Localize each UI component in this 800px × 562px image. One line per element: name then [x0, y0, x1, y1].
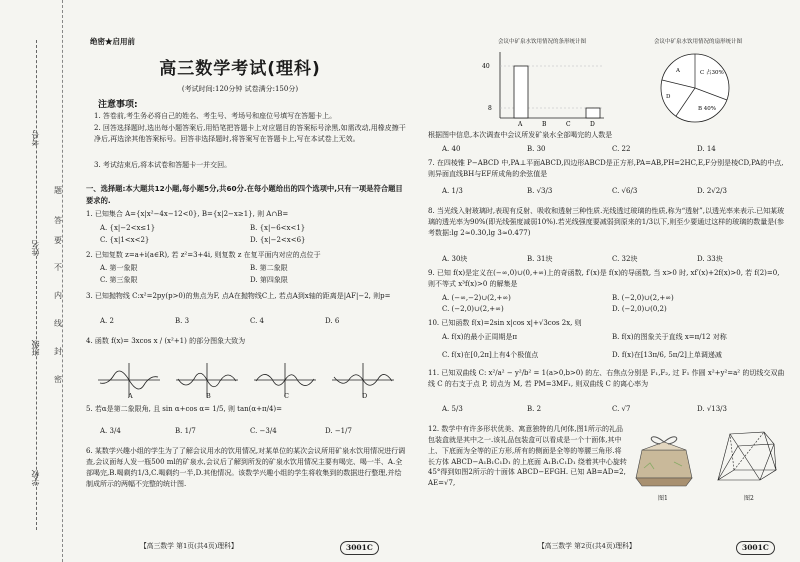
bar-chart-title: 会议中矿泉水饮用情况的条形统计图 [498, 39, 587, 45]
q4-graph-label-c: C [284, 392, 289, 400]
question-4: 4. 函数 f(x)= 3xcos x / (x²+1) 的部分图象大致为 [86, 337, 246, 345]
q9-option-a: A. (−∞,−2)∪(2,+∞) [442, 294, 511, 302]
q6-option-a: A. 40 [442, 145, 461, 153]
binding-label-exam-no: 考号 [31, 130, 40, 146]
bar-cat-d: D [590, 121, 595, 128]
question-6: 6. 某数学兴趣小组的学生为了了解会议用水的饮用情况,对某单位的某次会议所用矿泉水饮用情况进行调查,会议面每人发一瓶500 ml的矿泉水,会议后了解到所发的矿泉水饮用情况主要有喝完、喝一半、A.全部喝完,B.喝剩约1/3,C.喝剩约一半,D.其他情况。该数学兴趣小组的学生将收集到的数据进行整理,并绘制成所示的两幅不完整的统计图. [86, 447, 406, 488]
q10-option-a: A. f(x)的最小正周期是π [442, 333, 518, 341]
q9-option-c: C. (−2,0)∪(2,+∞) [442, 305, 504, 313]
q4-graph-label-b: B [206, 392, 211, 400]
q7-option-c: C. √6/3 [612, 187, 638, 195]
bar-ytick-8: 8 [488, 105, 492, 112]
q10-option-d: D. f(x)在[13π/6, 5π/2]上单调递减 [612, 351, 722, 359]
binding-strip [0, 0, 63, 562]
q11-option-d: D. √13/3 [697, 405, 727, 413]
q3-option-d: D. 6 [325, 317, 340, 325]
figure-1-gift-box [630, 428, 700, 490]
q3-option-b: B. 3 [175, 317, 190, 325]
binding-char: 密 [54, 375, 62, 384]
bar-cat-b: B [542, 121, 547, 128]
q10-options-row1 [442, 332, 782, 343]
figure-2-decahedron [708, 426, 786, 492]
q2-option-b: B. 第二象限 [250, 264, 288, 272]
q3-options [100, 316, 400, 327]
notice-item-1: 1. 答卷前,考生务必将自己的姓名、考生号、考场号和座位号填写在答题卡上。 [94, 112, 337, 120]
question-8: 8. 当光线入射玻璃时,表现有反射、吸收和透射三种性质.光线透过玻璃的性质,称为“透射”,以透光率来表示.已知某玻璃的透光率为90%(即光线强度减弱10%).若光线强度要减弱到原来的1/3以下,则至少要通过这样的玻璃的数量是(参考数据:lg 2≈0.30,lg 3≈0.477) [428, 207, 785, 237]
q9-option-d: D. (−2,0)∪(0,2) [612, 305, 667, 313]
binding-label-class: 班级 [31, 340, 40, 356]
notice-heading: 注意事项: [98, 100, 138, 110]
binding-char: 要 [54, 236, 62, 245]
pie-chart-title: 会议中矿泉水饮用情况的扇形统计图 [654, 39, 743, 45]
q1-options-row2 [100, 235, 400, 246]
page-1-footer: 【高三数学 第1页(共4页)理科】 [140, 542, 238, 551]
q2-option-d: D. 第四象限 [250, 276, 288, 284]
binding-char: 题 [54, 186, 62, 195]
binding-char: 线 [54, 319, 62, 328]
q10-options-row2 [442, 350, 782, 361]
pie-label-b: B 40% [698, 106, 717, 112]
q11-option-c: C. √7 [612, 405, 631, 413]
q2-options-row1 [100, 263, 400, 274]
bar-cat-a: A [518, 121, 523, 128]
section-heading: 一、选择题:本大题共12小题,每小题5分,共60分.在每小题给出的四个选项中,只有一项是符合题目要求的. [86, 184, 403, 205]
figure-1-label: 图1 [658, 495, 668, 502]
page-2-footer: 【高三数学 第2页(共4页)理科】 [538, 542, 636, 551]
binding-char: 答 [54, 216, 62, 225]
q2-option-a: A. 第一象限 [100, 264, 138, 272]
binding-char: 封 [54, 347, 62, 356]
bar-a [514, 66, 528, 118]
binding-char: 内 [54, 291, 62, 300]
q6-option-b: B. 30 [527, 145, 546, 153]
q11-options [442, 404, 782, 415]
q6-options [442, 144, 782, 155]
question-3: 3. 已知抛物线 C:x²=2py(p>0)的焦点为F, 点A在抛物线C上, 若点A到x轴的距离是|AF|−2, 则p= [86, 292, 391, 300]
question-5: 5. 若α是第二象限角, 且 sin α+cos α= 1/5, 则 tan(α+π/4)= [86, 405, 282, 413]
q4-graph-label-a: A [128, 392, 133, 400]
q8-option-c: C. 32块 [612, 255, 638, 263]
q10-option-c: C. f(x)在[0,2π]上有4个极值点 [442, 351, 539, 359]
q7-options [442, 186, 782, 197]
q10-option-b: B. f(x)的图象关于直线 x=π/12 对称 [612, 333, 727, 341]
q5-option-c: C. −3/4 [250, 427, 277, 435]
q9-options-row2 [442, 304, 782, 315]
notice-item-2: 2. 回答选择题时,选出每小题答案后,用铅笔把答题卡上对应题目的答案标号涂黑,如需改动,用橡皮擦干净后,再选涂其他答案标号。回答非选择题时,将答案写在答题卡上,写在本试卷上无效。 [94, 124, 406, 144]
bar-chart [478, 48, 608, 128]
q8-option-b: B. 31块 [527, 255, 553, 263]
q11-option-a: A. 5/3 [442, 405, 463, 413]
question-10: 10. 已知函数 f(x)=2sin x|cos x|+√3cos 2x, 则 [428, 319, 582, 327]
question-7: 7. 在四棱锥 P−ABCD 中,PA⊥平面ABCD,四边形ABCD是正方形,PA=AB,PH=2HC,E,F分别是棱CD,PA的中点,则异面直线BH与EF所成角的余弦值是 [428, 159, 784, 178]
q1-options-row1 [100, 223, 400, 234]
pie-chart [640, 48, 750, 128]
q4-function-graphs [98, 361, 398, 399]
q2-options-row2 [100, 275, 400, 286]
question-11: 11. 已知双曲线 C: x²/a² − y²/b² = 1(a>0,b>0) 的左、右焦点分别是 F₁,F₂, 过 F₁ 作圆 x²+y²=a² 的切线交双曲线 C 的右支于点 P, 切点为 M, 若 PM=3MF₁, 则双曲线 C 的离心率为 [428, 369, 785, 388]
question-6-stem: 根据图中信息,本次调查中会议所发矿泉水全部喝完的人数是 [428, 131, 613, 139]
bar-d [586, 108, 600, 118]
q3-option-c: C. 4 [250, 317, 265, 325]
q5-option-d: D. −1/7 [325, 427, 352, 435]
page-2 [418, 0, 790, 562]
binding-label-name: 姓名 [31, 240, 40, 256]
exam-subtitle: (考试时间:120分钟 试卷满分:150分) [181, 85, 299, 93]
page-1 [72, 0, 408, 562]
q3-option-a: A. 2 [100, 317, 114, 325]
q8-option-a: A. 30块 [442, 255, 468, 263]
q6-option-d: D. 14 [697, 145, 716, 153]
pie-label-c: C 占30% [700, 70, 724, 76]
q7-option-b: B. √3/3 [527, 187, 553, 195]
q11-option-b: B. 2 [527, 405, 542, 413]
question-9: 9. 已知 f(x)是定义在(−∞,0)∪(0,+∞)上的奇函数, f′(x)是 f(x)的导函数, 当 x>0 时, xf′(x)+2f(x)>0, 若 f(2)=0, 则不等式 x³f(x)>0 的解集是 [428, 269, 780, 288]
q9-options-row1 [442, 293, 782, 304]
q9-option-b: B. (−2,0)∪(2,+∞) [612, 294, 674, 302]
pie-label-a: A [676, 68, 680, 74]
pie-label-d: D [666, 94, 671, 100]
binding-label-school: 学校 [31, 470, 40, 486]
figure-2-label: 图2 [744, 495, 754, 502]
q2-option-c: C. 第三象限 [100, 276, 138, 284]
binding-char: 不 [54, 263, 62, 272]
q8-options [442, 254, 782, 265]
binding-line [36, 40, 37, 530]
bar-ytick-40: 40 [482, 63, 490, 70]
question-2: 2. 已知复数 z=a+i(a∈R), 若 z²=3+4i, 则复数 z 在复平面内对应的点位于 [86, 251, 321, 259]
secret-label: 绝密★启用前 [90, 37, 135, 46]
q6-option-c: C. 22 [612, 145, 631, 153]
q5-option-b: B. 1/7 [175, 427, 196, 435]
q8-option-d: D. 33块 [697, 255, 723, 263]
bar-cat-c: C [566, 121, 571, 128]
question-12: 12. 数学中有许多形状优美、寓意独特的几何体,图1所示的礼品包装盒就是其中之一.该礼品包装盒可以看成是一个十面体,其中上、下底面为全等的正方形,所有的侧面是全等的等腰三角形.将长方体 ABCD−A₁B₁C₁D₁ 的上底面 A₁B₁C₁D₁ 绕着其中心旋转45°得到如图2所示的十面体 ABCD−EFGH. 已知 AB=AD=2, AE=√7, [428, 425, 627, 488]
q1-option-c: C. {x|1<x<2} [100, 236, 150, 244]
page-2-code: 3001C [736, 541, 775, 555]
q5-option-a: A. 3/4 [100, 427, 121, 435]
page-1-code: 3001C [340, 541, 379, 555]
q5-options [100, 426, 400, 437]
notice-item-3: 3. 考试结束后,将本试卷和答题卡一并交回。 [94, 161, 232, 169]
q7-option-d: D. 2√2/3 [697, 187, 727, 195]
q7-option-a: A. 1/3 [442, 187, 463, 195]
q4-graph-label-d: D [362, 392, 368, 400]
question-1: 1. 已知集合 A={x|x²−4x−12<0}, B={x|2−x≥1}, 则 A∩B= [86, 210, 289, 218]
exam-title: 高三数学考试(理科) [159, 59, 321, 79]
q1-option-d: D. {x|−2<x<6} [250, 236, 306, 244]
q1-option-a: A. {x|−2<x≤1} [100, 224, 156, 232]
q1-option-b: B. {x|−6<x<1} [250, 224, 306, 232]
